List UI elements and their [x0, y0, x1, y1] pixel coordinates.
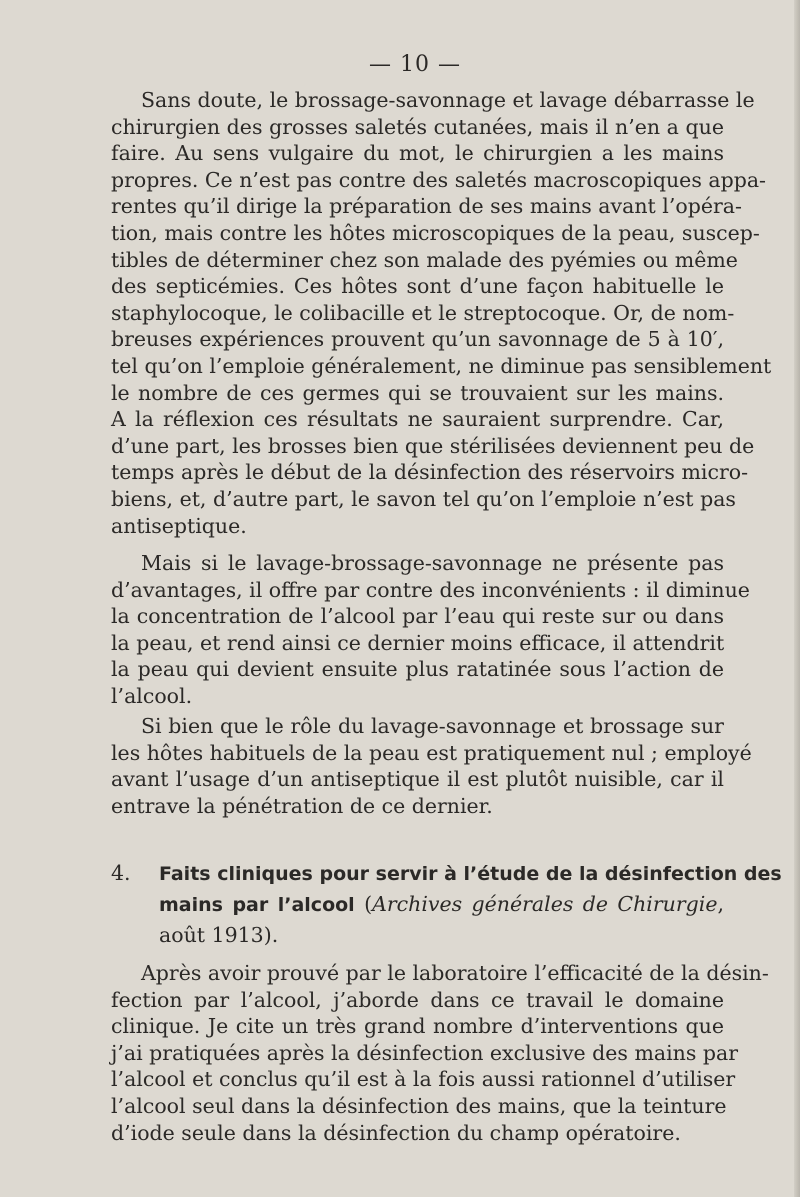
text-line: Mais si le lavage-brossage-savonnage ne présente pas — [141, 551, 724, 575]
section-heading — [111, 858, 782, 950]
paragraph-3 — [111, 713, 752, 819]
text-line: clinique. Je cite un très grand nombre d’interventions que — [111, 1014, 724, 1039]
text-line: chirurgien des grosses saletés cutanées, mais il n’en a que — [111, 114, 724, 139]
text-line: j’ai pratiquées après la désinfection exclusive des mains par — [111, 1040, 739, 1065]
paragraph-1 — [111, 87, 772, 539]
text-line: temps après le début de la désinfection des réservoirs micro- — [111, 460, 749, 485]
text-line: d’une part, les brosses bien que stérilisées deviennent peu de — [111, 433, 755, 458]
section-title-line2-close: , — [717, 892, 724, 916]
text-line: l’alcool seul dans la désinfection des mains, que la teinture — [111, 1093, 727, 1118]
text-line: la peau qui devient ensuite plus ratatinée sous l’action de — [111, 657, 724, 682]
text-line: A la réflexion ces résultats ne sauraient surprendre. Car, — [111, 407, 724, 432]
text-line: biens, et, d’autre part, le savon tel qu’on l’emploie n’est pas — [111, 486, 736, 511]
section-title-line2-open: ( — [354, 892, 373, 916]
text-line: l’alcool. — [111, 683, 193, 708]
text-line: les hôtes habituels de la peau est pratiquement nul ; employé — [111, 740, 752, 765]
page-edge-shadow — [794, 0, 800, 1197]
text-line: propres. Ce n’est pas contre des saletés macroscopiques appa- — [111, 167, 766, 192]
section-source-journal: Archives générales de Chirurgie — [372, 892, 718, 916]
section-number: 4. — [111, 861, 131, 885]
final-paragraph — [111, 960, 769, 1146]
section-title-line2-bold: mains par l’alcool — [159, 894, 355, 916]
text-line: Sans doute, le brossage-savonnage et lavage débarrasse le — [141, 88, 755, 112]
text-line: l’alcool et conclus qu’il est à la fois aussi rationnel d’utiliser — [111, 1067, 736, 1092]
text-line: la peau, et rend ainsi ce dernier moins efficace, il attendrit — [111, 630, 725, 655]
text-line: la concentration de l’alcool par l’eau qui reste sur ou dans — [111, 604, 724, 629]
text-line: Après avoir prouvé par le laboratoire l’efficacité de la désin- — [141, 961, 769, 985]
page-number: — 10 — — [369, 52, 461, 77]
text-line: entrave la pénétration de ce dernier. — [111, 793, 493, 818]
text-line: fection par l’alcool, j’aborde dans ce travail le domaine — [111, 987, 724, 1012]
text-line: d’iode seule dans la désinfection du champ opératoire. — [111, 1120, 681, 1145]
text-line: Si bien que le rôle du lavage-savonnage et brossage sur — [141, 714, 724, 738]
text-line: breuses expériences prouvent qu’un savonnage de 5 à 10′, — [111, 327, 724, 352]
text-line: tion, mais contre les hôtes microscopiques de la peau, suscep- — [111, 220, 760, 245]
text-line: avant l’usage d’un antiseptique il est plutôt nuisible, car il — [111, 767, 724, 792]
text-line: antiseptique. — [111, 513, 247, 538]
text-line: faire. Au sens vulgaire du mot, le chirurgien a les mains — [111, 141, 724, 166]
paragraph-2 — [111, 550, 750, 710]
text-line: rentes qu’il dirige la préparation de ses mains avant l’opéra- — [111, 194, 742, 219]
section-date: août 1913). — [159, 923, 279, 947]
text-line: d’avantages, il offre par contre des inconvénients : il diminue — [111, 577, 750, 602]
text-line: tibles de déterminer chez son malade des pyémies ou même — [111, 247, 738, 272]
text-line: staphylocoque, le colibacille et le streptocoque. Or, de nom- — [111, 300, 735, 325]
text-line: des septicémies. Ces hôtes sont d’une façon habituelle le — [111, 274, 724, 299]
text-line: le nombre de ces germes qui se trouvaient sur les mains. — [111, 380, 724, 405]
text-line: tel qu’on l’emploie généralement, ne diminue pas sensiblement — [111, 353, 772, 378]
section-title-line1: Faits cliniques pour servir à l’étude de la désinfection des — [159, 863, 782, 885]
